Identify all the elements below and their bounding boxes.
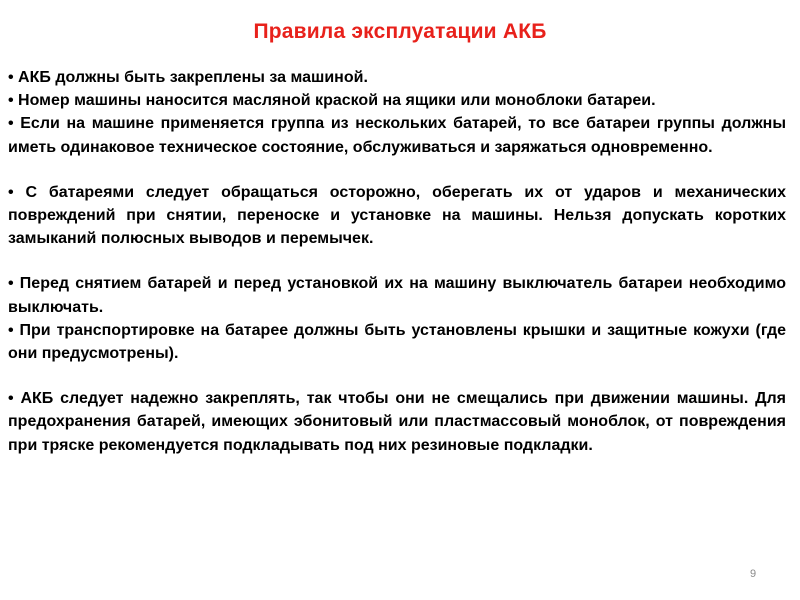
bullet-item-5: • Перед снятием батарей и перед установкой их на машину выключатель батареи необходимо выключать. [8,275,786,316]
slide-content [8,66,786,457]
slide-title: Правила эксплуатации АКБ [253,20,547,43]
bullet-item-6: • При транспортировке на батарее должны быть установлены крышки и защитные кожухи (где они предусмотрены). [8,321,786,363]
bullet-item-1: • АКБ должны быть закреплены за машиной. [8,69,368,86]
bullet-item-3: • Если на машине применяется группа из нескольких батарей, то все батареи группы должны иметь одинаковое техническое состояние, обслуживаться и заряжаться одновременно. [8,115,786,156]
page-number: 9 [749,568,757,580]
bullet-item-2: • Номер машины наносится масляной краской на ящики или моноблоки батареи. [8,92,656,110]
paragraph-gap [8,250,786,272]
paragraph-gap [8,365,786,387]
paragraph-gap [8,159,786,181]
bullet-item-7: • АКБ следует надежно закреплять, так чтобы они не смещались при движении машины. Для предохранения батарей, имеющих эбонитовый или пластмассовый моноблок, от повреждения при тряске рекомендуется подкладывать под них резиновые подкладки. [8,390,786,454]
bullet-item-4: • С батареями следует обращаться осторожно, оберегать их от ударов и механических повреждений при снятии, переноске и установке на машины. Нельзя допускать коротких замыканий полюсных выводов и перемычек. [8,183,786,248]
